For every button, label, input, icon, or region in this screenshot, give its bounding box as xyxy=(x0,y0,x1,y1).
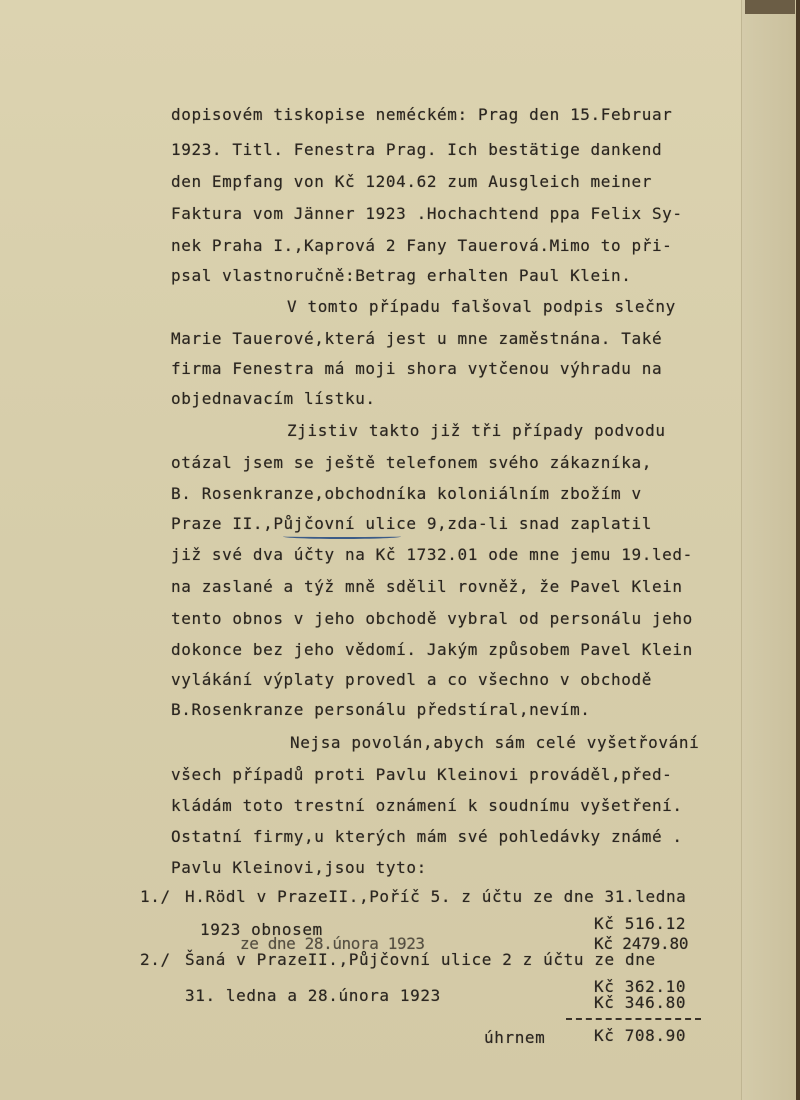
text-line: B.Rosenkranze personálu předstíral,nevím. xyxy=(171,700,591,719)
text-line: Praze II.,Půjčovní ulice 9,zda-li snad zaplatil xyxy=(171,514,652,533)
adjacent-page-edge xyxy=(741,0,800,1100)
text-line: Marie Tauerové,která jest u mne zaměstnána. Také xyxy=(171,329,663,348)
text-line: tento obnos v jeho obchodě vybral od personálu jeho xyxy=(171,609,693,628)
text-line: vylákání výplaty provedl a co všechno v obchodě xyxy=(171,670,652,689)
text-line: na zaslané a týž mně sdělil rovněž, že Pavel Klein xyxy=(171,577,683,596)
text-line: B. Rosenkranze,obchodníka koloniálním zbožím v xyxy=(171,484,642,503)
text-line: firma Fenestra má moji shora vytčenou výhradu na xyxy=(171,359,663,378)
text-line: Pavlu Kleinovi,jsou tyto: xyxy=(171,858,427,877)
list-continuation: 1923 obnosem xyxy=(200,920,323,939)
text-line: Faktura vom Jänner 1923 .Hochachtend ppa Felix Sy- xyxy=(171,204,683,223)
overtyped-text: ze dne 28.února 1923 xyxy=(240,934,425,953)
text-line: již své dva účty na Kč 1732.01 ode mne jemu 19.led- xyxy=(171,545,693,564)
text-line: objednavacím lístku. xyxy=(171,389,376,408)
text-line: dopisovém tiskopise neméckém: Prag den 15.Februar xyxy=(171,105,673,124)
binding-tab xyxy=(745,0,795,14)
text-line: den Empfang von Kč 1204.62 zum Ausgleich meiner xyxy=(171,172,652,191)
text-line: psal vlastnoručně:Betrag erhalten Paul Klein. xyxy=(171,266,632,285)
list-text: H.Rödl v PrazeII.,Poříč 5. z účtu ze dne 31.ledna xyxy=(185,887,687,906)
list-continuation: 31. ledna a 28.února 1923 xyxy=(185,986,441,1005)
list-amount: Kč 346.80 xyxy=(594,993,687,1012)
total-amount: Kč 708.90 xyxy=(594,1026,687,1045)
text-line: kládám toto trestní oznámení k soudnímu vyšetření. xyxy=(171,796,683,815)
list-amount: Kč 516.12 xyxy=(594,914,687,933)
total-label: úhrnem xyxy=(484,1028,546,1047)
text-line: 1923. Titl. Fenestra Prag. Ich bestätige dankend xyxy=(171,140,663,159)
text-line: nek Praha I.,Kaprová 2 Fany Tauerová.Mimo to při- xyxy=(171,236,673,255)
text-line: V tomto případu falšoval podpis slečny xyxy=(287,297,676,316)
text-line: Zjistiv takto již tři případy podvodu xyxy=(287,421,666,440)
text-line: Ostatní firmy,u kterých mám své pohledávky známé . xyxy=(171,827,683,846)
sum-divider xyxy=(566,1018,701,1020)
text-line: dokonce bez jeho vědomí. Jakým způsobem Pavel Klein xyxy=(171,640,693,659)
scan-edge xyxy=(796,0,800,1100)
list-amount: Kč 362.10 xyxy=(594,977,687,996)
text-line: otázal jsem se ještě telefonem svého zákazníka, xyxy=(171,453,652,472)
list-number: 1./ xyxy=(140,887,171,906)
ink-underline xyxy=(283,534,401,539)
struck-amount: Kč 2479.80 xyxy=(594,934,689,953)
list-number: 2./ xyxy=(140,950,171,969)
text-line: Nejsa povolán,abych sám celé vyšetřování xyxy=(290,733,700,752)
text-line: všech případů proti Pavlu Kleinovi prováděl,před- xyxy=(171,765,673,784)
list-text: Šaná v PrazeII.,Půjčovní ulice 2 z účtu ze dne xyxy=(185,950,656,969)
